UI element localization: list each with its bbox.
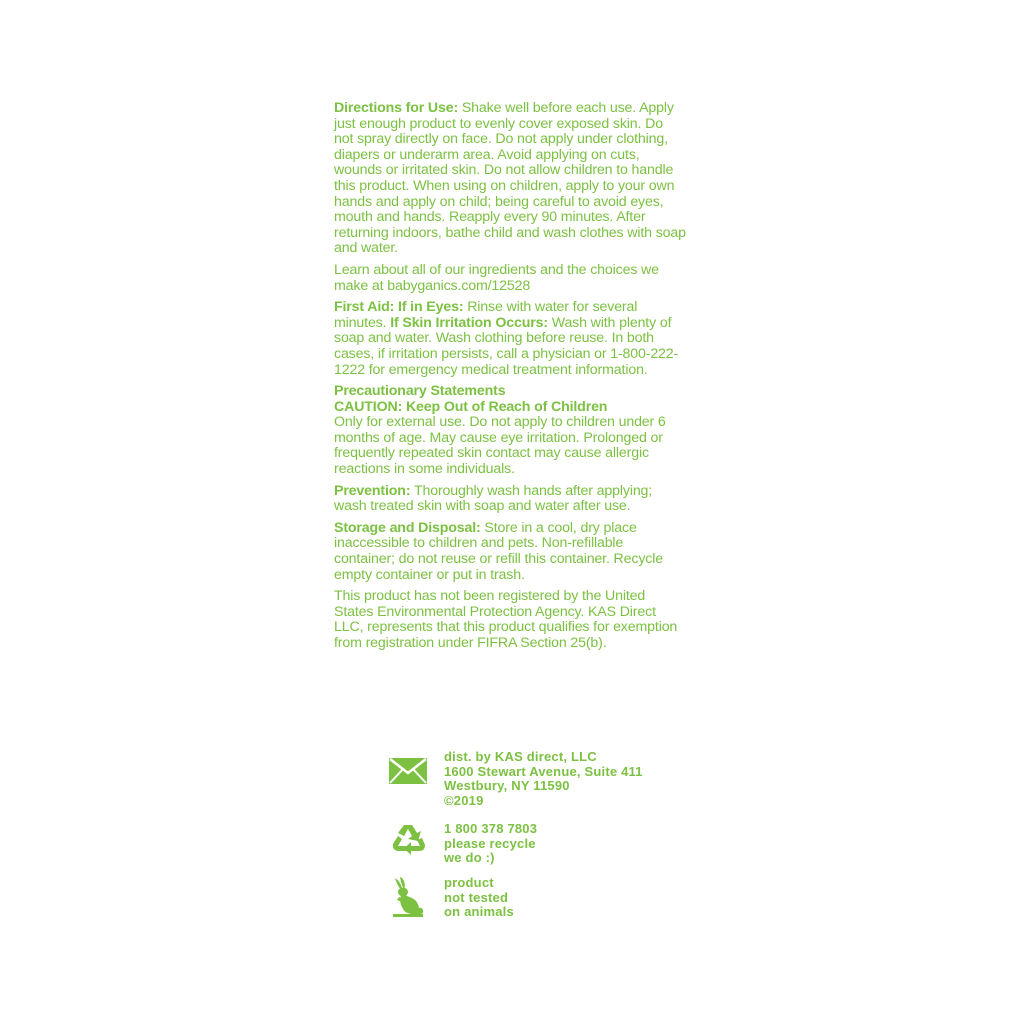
storage-heading: Storage and Disposal: xyxy=(334,519,481,536)
prevention-section xyxy=(334,484,686,515)
animal-line: product xyxy=(444,875,494,890)
recycle-icon xyxy=(388,822,428,858)
prevention-body: Thoroughly wash hands after applying; wash treated skin with soap and water after use. xyxy=(334,482,653,515)
animal-line: not tested xyxy=(444,889,509,905)
recycle-line: 1 800 378 7803 xyxy=(444,821,538,836)
learn-body: Learn about all of our ingredients and the choices we make at babyganics.com/12528 xyxy=(334,261,659,294)
label-footer xyxy=(388,750,688,920)
precautionary-heading: Precautionary Statements xyxy=(334,383,506,400)
dist-line: 1600 Stewart Avenue, Suite 411 xyxy=(444,763,643,779)
epa-body: This product has not been registered by the United States Environmental Protection Agency. KAS Direct LLC, represents that this product qualifies for exemption from registration under FIFRA Section 25(b). xyxy=(334,588,678,651)
directions-section xyxy=(334,101,686,257)
distributor-text xyxy=(444,750,643,808)
recycle-line: we do :) xyxy=(444,850,495,866)
dist-line: dist. by KAS direct, LLC xyxy=(444,749,597,764)
recycle-line: please recycle xyxy=(444,835,536,851)
directions-heading: Directions for Use: xyxy=(334,100,459,116)
animal-line: on animals xyxy=(444,904,514,920)
cruelty-free-text xyxy=(444,876,514,920)
rabbit-icon xyxy=(388,876,428,918)
label-body xyxy=(334,101,686,658)
recycle-row xyxy=(388,822,688,876)
recycle-text xyxy=(444,822,537,866)
storage-section xyxy=(334,521,686,583)
epa-section xyxy=(334,589,686,651)
distributor-row xyxy=(388,750,688,818)
caution-heading: CAUTION: Keep Out of Reach of Children xyxy=(334,398,608,415)
first-aid-body-skin: Wash with plenty of soap and water. Wash clothing before reuse. In both cases, if irritation persists, call a physician or 1-800-222-1222 for emergency medical treatment information. xyxy=(334,314,679,378)
directions-body: Shake well before each use. Apply just enough product to evenly cover exposed skin. Do not spray directly on face. Do not apply under clothing, diapers or underarm area. Avoid applying on cuts, wounds or irritated skin. Do not allow children to handle this product. When using on children, apply to your own hands and apply on child; being careful to avoid eyes, mouth and hands. Reapply every 90 minutes. After returning indoors, bathe child and wash clothes with soap and water. xyxy=(334,100,686,257)
cruelty-free-row xyxy=(388,876,688,920)
learn-section xyxy=(334,263,686,294)
dist-line: Westbury, NY 11590 xyxy=(444,778,570,794)
first-aid-body-eyes: Rinse with water for several minutes. xyxy=(334,299,638,331)
prevention-heading: Prevention: xyxy=(334,482,411,499)
storage-body: Store in a cool, dry place inaccessible to children and pets. Non-refillable container; do not reuse or refill this container. Recycle empty container or put in trash. xyxy=(334,519,663,583)
first-aid-heading-skin: If Skin Irritation Occurs: xyxy=(390,314,548,331)
dist-line: ©2019 xyxy=(444,792,484,808)
envelope-icon xyxy=(388,750,428,786)
precautionary-section xyxy=(334,384,686,478)
first-aid-heading: First Aid: If in Eyes: xyxy=(334,299,464,316)
precautionary-body: Only for external use. Do not apply to children under 6 months of age. May cause eye irritation. Prolonged or frequently repeated skin contact may cause allergic reactions in some individuals. xyxy=(334,414,666,478)
first-aid-section xyxy=(334,300,686,378)
